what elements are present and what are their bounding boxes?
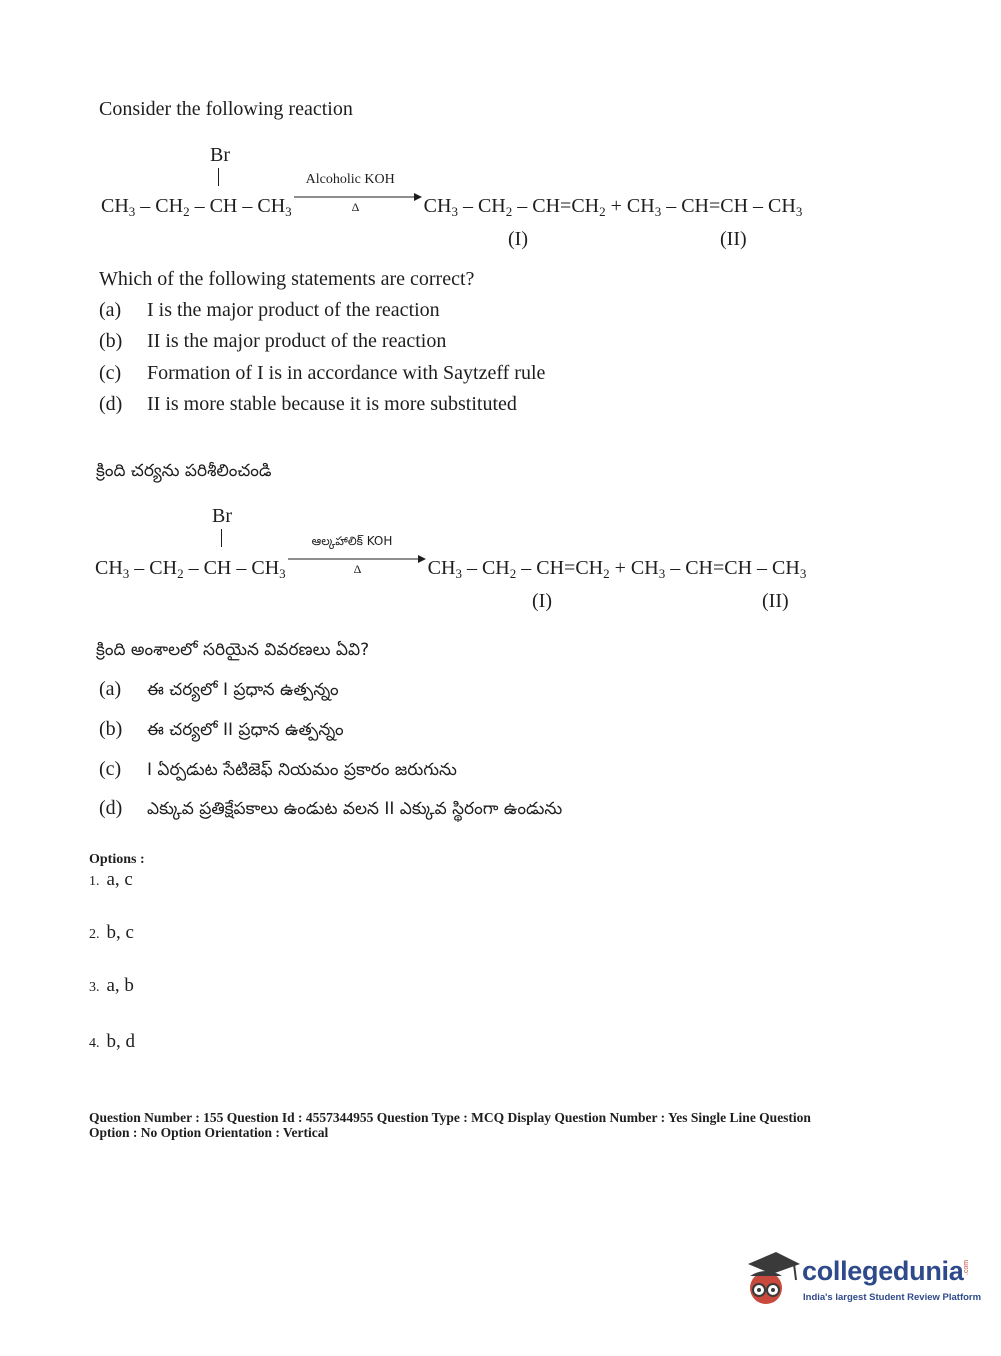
telugu-reaction-equation	[95, 534, 807, 581]
statement-label: (d)	[99, 797, 123, 819]
option-number: 2.	[89, 927, 100, 942]
english-question: Which of the following statements are correct?	[99, 268, 475, 290]
statement-label: (b)	[99, 718, 123, 740]
option-2[interactable]	[89, 922, 134, 944]
products: $CH_3 - CH_2 - CH=CH_2 + CH_3 - CH=CH - CH_3$	[427, 557, 807, 581]
statement-text: I is the major product of the reaction	[147, 299, 440, 321]
logo-tagline: India's largest Student Review Platform	[803, 1292, 982, 1303]
reaction-arrow	[294, 172, 422, 214]
statement-label: (d)	[99, 393, 123, 415]
statement-label: (c)	[99, 362, 122, 384]
telugu-product1-label: (I)	[532, 590, 552, 612]
option-value: b, c	[106, 922, 134, 943]
reagent-label: Alcoholic KOH	[305, 172, 395, 187]
english-product1-label: (I)	[508, 228, 528, 250]
products: $CH_3 - CH_2 - CH=CH_2 + CH_3 - CH=CH - CH_3$	[423, 195, 803, 219]
option-value: a, b	[106, 975, 134, 996]
heat-symbol: Δ	[353, 562, 362, 576]
option-value: a, c	[106, 869, 133, 890]
english-bromine-label: Br	[210, 144, 230, 166]
english-reaction-equation	[101, 172, 803, 219]
reactant: $CH_3 - CH_2$ – CH – $CH_3$	[101, 195, 292, 219]
collegedunia-logo[interactable]	[742, 1250, 982, 1320]
statement-text: ఈ చర్యలో I ప్రధాన ఉత్పన్నం	[147, 680, 339, 700]
logo-dotcom: .com	[963, 1259, 971, 1276]
question-meta	[89, 1110, 909, 1140]
statement-text: I ఏర్పడుట సేటిజెఫ్ నియమం ప్రకారం జరుగును	[147, 760, 457, 780]
telugu-intro: క్రింది చర్యను పరిశీలించండి	[96, 461, 272, 481]
telugu-statement-c	[99, 758, 457, 784]
telugu-question: క్రింది అంశాలలో సరియైన వివరణలు ఏవి?	[96, 640, 370, 660]
telugu-product2-label: (II)	[762, 590, 789, 612]
reagent-label: ఆల్కహాలిక్ KOH	[311, 534, 393, 548]
statement-label: (b)	[99, 330, 123, 352]
question-meta-line2: Option : No Option Orientation : Vertical	[89, 1125, 329, 1140]
option-number: 3.	[89, 980, 100, 995]
english-bond-line	[218, 168, 219, 186]
option-number: 4.	[89, 1036, 100, 1051]
statement-label: (a)	[99, 678, 122, 700]
statement-text: Formation of I is in accordance with Saytzeff rule	[147, 362, 546, 384]
statement-label: (a)	[99, 299, 122, 321]
english-intro: Consider the following reaction	[99, 98, 353, 120]
heat-symbol: Δ	[351, 200, 360, 214]
reactant: $CH_3 - CH_2$ – CH – $CH_3$	[95, 557, 286, 581]
option-4[interactable]	[89, 1031, 135, 1053]
english-statement-c	[99, 362, 545, 385]
statement-text: II is the major product of the reaction	[147, 330, 447, 352]
english-product2-label: (II)	[720, 228, 747, 250]
option-1[interactable]	[89, 869, 133, 891]
english-statement-d	[99, 393, 517, 416]
logo-name: collegedunia	[802, 1256, 964, 1286]
mascot-icon	[742, 1250, 802, 1310]
option-number: 1.	[89, 874, 100, 889]
reaction-arrow	[288, 534, 426, 576]
statement-text: ఎక్కువ ప్రతిక్షేపకాలు ఉండుట వలన II ఎక్కువ స్థిరంగా ఉండును	[147, 799, 563, 819]
telugu-bromine-label: Br	[212, 505, 232, 527]
telugu-statement-d	[99, 797, 562, 823]
telugu-bond-line	[221, 529, 222, 547]
english-statement-a	[99, 299, 440, 322]
telugu-statement-b	[99, 718, 344, 744]
telugu-statement-a	[99, 678, 339, 704]
english-statement-b	[99, 330, 446, 353]
options-heading: Options :	[89, 852, 145, 867]
question-meta-line1: Question Number : 155 Question Id : 4557344955 Question Type : MCQ Display Question Number : Yes Single Line Question	[89, 1110, 811, 1125]
option-3[interactable]	[89, 975, 134, 997]
statement-label: (c)	[99, 758, 122, 780]
option-value: b, d	[106, 1031, 135, 1052]
statement-text: ఈ చర్యలో II ప్రధాన ఉత్పన్నం	[147, 720, 344, 740]
statement-text: II is more stable because it is more substituted	[147, 393, 517, 415]
